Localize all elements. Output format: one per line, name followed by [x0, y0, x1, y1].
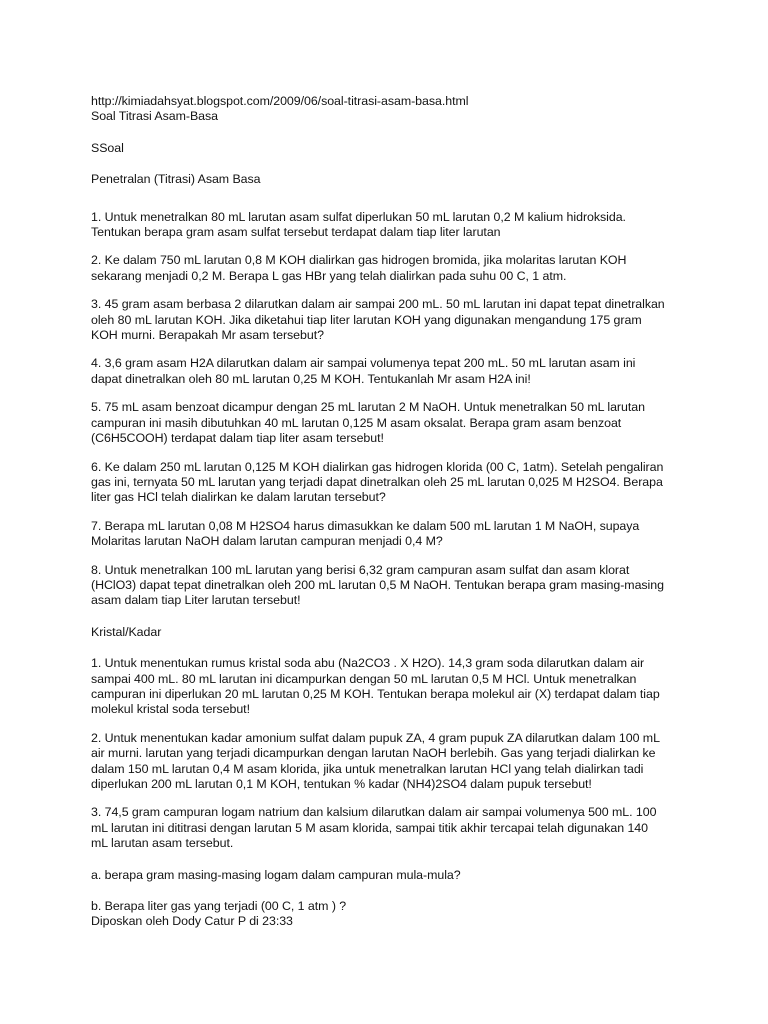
question-8: [91, 563, 691, 609]
question-line: sekarang menjadi 0,2 M. Berapa L gas HBr yang telah dialirkan pada suhu 00 C, 1 atm.: [91, 268, 567, 283]
question-6: [91, 460, 691, 506]
question-3: [91, 297, 691, 343]
question-line: sampai 400 mL. 80 mL larutan ini dicampurkan dengan 50 mL larutan 0,5 M HCl. Untuk menetralkan: [91, 671, 637, 686]
sub-question-b: b. Berapa liter gas yang terjadi (00 C, 1 atm ) ?: [91, 899, 347, 914]
question-1: [91, 210, 691, 241]
question-line: mL larutan asam tersebut.: [91, 836, 234, 851]
question-line: (C6H5COOH) terdapat dalam tiap liter asam tersebut!: [91, 431, 384, 446]
ssoal-label: SSoal: [91, 140, 124, 155]
question-line: 3. 45 gram asam berbasa 2 dilarutkan dalam air sampai 200 mL. 50 mL larutan ini dapat tepat dinetralkan: [91, 297, 665, 312]
question-line: 5. 75 mL asam benzoat dicampur dengan 25 mL larutan 2 M NaOH. Untuk menetralkan 50 mL larutan: [91, 400, 645, 415]
question-line: 2. Untuk menentukan kadar amonium sulfat dalam pupuk ZA, 4 gram pupuk ZA dilarutkan dalam 100 mL: [91, 730, 660, 745]
kristal-question-2: [91, 731, 691, 793]
question-4: [91, 356, 691, 387]
posted-by: Diposkan oleh Dody Catur P di 23:33: [91, 914, 293, 929]
question-line: (HClO3) dapat tepat dinetralkan oleh 200 mL larutan 0,5 M NaOH. Tentukan berapa gram masing-masing: [91, 577, 664, 592]
question-line: campuran ini diperlukan 20 mL larutan 0,25 M KOH. Tentukan berapa molekul air (X) terdapat dalam tiap: [91, 686, 660, 701]
question-line: 6. Ke dalam 250 mL larutan 0,125 M KOH dialirkan gas hidrogen klorida (00 C, 1atm). Setelah pengaliran: [91, 459, 664, 474]
question-line: 1. Untuk menetralkan 80 mL larutan asam sulfat diperlukan 50 mL larutan 0,2 M kalium hidroksida.: [91, 209, 626, 224]
question-line: 2. Ke dalam 750 mL larutan 0,8 M KOH dialirkan gas hidrogen bromida, jika molaritas larutan KOH: [91, 253, 627, 268]
question-line: mL larutan ini dititrasi dengan larutan 5 M asam klorida, sampai titik akhir tercapai telah digunakan 140: [91, 820, 648, 835]
question-line: dalam 150 mL larutan 0,4 M asam klorida, jika untuk menetralkan larutan HCl yang telah dialirkan tadi: [91, 761, 644, 776]
question-line: dapat dinetralkan oleh 80 mL larutan 0,25 M KOH. Tentukanlah Mr asam H2A ini!: [91, 371, 531, 386]
question-line: molekul kristal soda tersebut!: [91, 702, 250, 717]
question-line: diperlukan 200 mL larutan 0,1 M KOH, tentukan % kadar (NH4)2SO4 dalam pupuk tersebut!: [91, 777, 592, 791]
question-line: liter gas HCl telah dialirkan ke dalam larutan tersebut?: [91, 490, 386, 505]
question-line: oleh 80 mL larutan KOH. Jika diketahui tiap liter larutan KOH yang digunakan mengandung 175 gram: [91, 312, 642, 327]
document-page: [91, 94, 691, 930]
section-heading-kristal: Kristal/Kadar: [91, 624, 162, 639]
question-line: 8. Untuk menetralkan 100 mL larutan yang berisi 6,32 gram campuran asam sulfat dan asam klorat: [91, 562, 630, 577]
question-line: 1. Untuk menentukan rumus kristal soda abu (Na2CO3 . X H2O). 14,3 gram soda dilarutkan dalam air: [91, 656, 645, 671]
question-line: Tentukan berapa gram asam sulfat tersebut terdapat dalam tiap liter larutan: [91, 225, 501, 240]
section-heading-titrasi: Penetralan (Titrasi) Asam Basa: [91, 172, 261, 187]
kristal-question-3: [91, 805, 691, 851]
question-line: 7. Berapa mL larutan 0,08 M H2SO4 harus dimasukkan ke dalam 500 mL larutan 1 M NaOH, supaya: [91, 518, 640, 533]
question-line: campuran ini masih dibutuhkan 40 mL larutan 0,125 M asam oksalat. Berapa gram asam benzoat: [91, 415, 622, 430]
question-7: [91, 519, 691, 550]
question-line: 4. 3,6 gram asam H2A dilarutkan dalam air sampai volumenya tepat 200 mL. 50 mL larutan asam ini: [91, 356, 636, 371]
question-line: air murni. larutan yang terjadi dicampurkan dengan larutan NaOH berlebih. Gas yang terjadi dialirkan ke: [91, 746, 656, 761]
question-line: Molaritas larutan NaOH dalam larutan campuran menjadi 0,4 M?: [91, 534, 443, 549]
question-line: 3. 74,5 gram campuran logam natrium dan kalsium dilarutkan dalam air sampai volumenya 500 mL. 100: [91, 805, 657, 820]
question-2: [91, 253, 691, 284]
sub-question-a: a. berapa gram masing-masing logam dalam campuran mula-mula?: [91, 867, 461, 882]
question-line: gas ini, ternyata 50 mL larutan yang terjadi dapat dinetralkan oleh 25 mL larutan 0,025 M H2SO4. Berapa: [91, 474, 663, 489]
question-line: asam dalam tiap Liter larutan tersebut!: [91, 593, 301, 608]
kristal-question-1: [91, 656, 691, 718]
source-url: http://kimiadahsyat.blogspot.com/2009/06/soal-titrasi-asam-basa.html: [91, 94, 469, 108]
question-5: [91, 400, 691, 446]
question-line: KOH murni. Berapakah Mr asam tersebut?: [91, 328, 324, 343]
document-title: Soal Titrasi Asam-Basa: [91, 109, 218, 124]
